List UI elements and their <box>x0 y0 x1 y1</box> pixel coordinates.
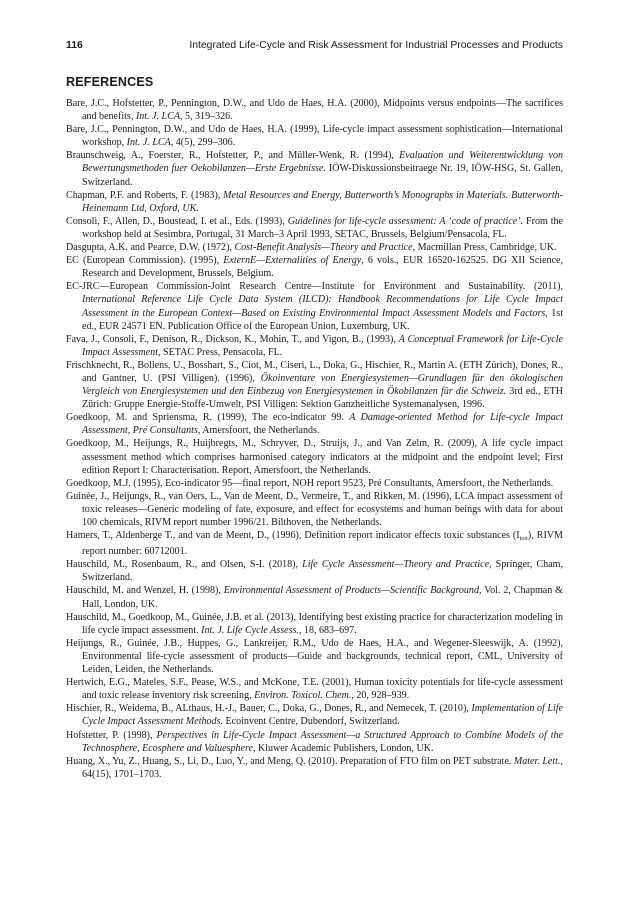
reference-text: Hofstetter, P. (1998), <box>66 729 157 741</box>
reference-entry <box>66 477 563 490</box>
reference-italic-text: Guidelines for life-cycle assessment: A ‘code of practice’. <box>287 215 524 227</box>
reference-italic-text: ExternE—Externalities of Energy <box>223 255 362 267</box>
reference-entry <box>66 359 563 411</box>
running-head <box>66 40 563 56</box>
reference-text: Frischknecht, R., Bollens, U., Bosshart, S., Ciot, M., Ciseri, L., Doka, G., Hischier, R., Martin A. (ETH Zürich), Dones, R., and Gantner, U. (PSI Villigen). (1996), <box>66 359 563 384</box>
reference-text-tail: Ecoinvent Centre, Dubendorf, Switzerland. <box>223 716 400 728</box>
reference-italic-text: Life Cycle Assessment—Theory and Practice <box>302 559 490 571</box>
reference-entry <box>66 411 563 437</box>
reference-italic-text: Perspectives in Life-Cycle Impact Assessment—a Structured Approach to Combine Models of the Technosphere, Ecosphere and Valuesphere <box>82 729 563 754</box>
reference-text: EC-JRC—European Commission-Joint Research Centre—Institute for Environment and Sustainability. (2011), <box>66 281 563 293</box>
reference-text-tail: , 18, 683–697. <box>298 624 357 636</box>
reference-text: Chapman, P.F. and Roberts, F. (1983), <box>66 189 224 201</box>
reference-italic-text: Implementation of Life Cycle Impact Assessment Methods. <box>82 703 563 728</box>
reference-text-tail: From the workshop held at Sesimbra, Portugal, 31 March–3 April 1993, SETAC, Brussels, Belgium/Pensacola, FL. <box>82 215 563 240</box>
reference-text-tail: , 4(5), 299–306. <box>170 137 236 149</box>
reference-text: Huang, X., Yu, Z., Huang, S., Li, D., Luo, Y., and Meng, Q. (2010). Preparation of FTO film on PET substrate. <box>66 755 514 767</box>
reference-text-tail: , 64(15), 1701–1703. <box>82 755 563 780</box>
reference-entry <box>66 611 563 637</box>
reference-text-tail: , Vol. 2, Chapman & Hall, London, UK. <box>82 585 563 610</box>
reference-text: Heijungs, R., Guinée, J.B., Huppes, G., Lankreijer, R.M., Udo de Haes, H.A., and Wegener-Sleeswijk, A. (1992), Environmental life-cycle assessment of products—Guide and backgrounds, technical report, CML, University of Leiden, Leiden, the Netherlands. <box>66 637 563 676</box>
reference-text-tail: , Springer, Cham, Switzerland. <box>82 559 563 584</box>
reference-text-tail: , Kluwer Academic Publishers, London, UK. <box>252 742 434 754</box>
reference-text-tail: , 6 vols., EUR 16520-162525. DG XII Science, Research and Development, Brussels, Belgium. <box>82 255 563 280</box>
reference-entry <box>66 490 563 529</box>
reference-entry <box>66 241 563 254</box>
reference-text-tail: , 20, 928–939. <box>351 690 410 702</box>
reference-entry <box>66 149 563 188</box>
reference-italic-text: A Damage-oriented Method for Life-cycle Impact Assessment, Pré Consultants <box>82 412 563 437</box>
reference-text-tail: ), RIVM report number: 60712001. <box>82 530 563 558</box>
reference-entry <box>66 676 563 702</box>
reference-text: Goedkoop, M. and Spriensma, R. (1999), The eco-indicator 99. <box>66 412 350 424</box>
reference-italic-text: Metal Resources and Energy, Butterworth’s Monographs in Materials. Butterworth-Heinemann Ltd, Oxford, UK. <box>82 189 564 214</box>
reference-text: Hauschild, M., Rosenbaum, R., and Olsen, S-I. (2018), <box>66 559 303 571</box>
reference-text: Hertwich, E.G., Mateles, S.F., Pease, W.S., and McKone, T.E. (2001), Human toxicity potentials for life-cycle assessment and toxic release inventory risk screening, <box>66 677 563 702</box>
reference-entry <box>66 123 563 149</box>
reference-entry <box>66 637 563 676</box>
reference-italic-text: Mater. Lett. <box>513 755 561 767</box>
reference-text-tail: , 1st ed., EUR 24571 EN. Publication Office of the European Union, Luxemburg, UK. <box>82 307 563 332</box>
reference-italic-text: Int. J. LCA <box>135 111 180 123</box>
reference-text-tail: 3rd ed., ETH Zürich: Gruppe Energie-Stoffe-Umwelt, PSI Villigen: Sektion Ganzheitliche Systemanalysen, 1996. <box>82 386 563 411</box>
reference-text: Bare, J.C., Pennington, D.W., and Udo de Haes, H.A. (1999), Life-cycle impact assessment sophistication—International workshop, <box>66 124 563 149</box>
subscript-text: tox <box>519 535 528 543</box>
reference-italic-text: Int. J. LCA <box>126 137 171 149</box>
reference-text: Guinée, J., Heijungs, R., van Oers, L., Van de Meent, D., Vermeire, T., and Rikken, M. (1996), LCA impact assessment of toxic releases—Generic modeling of fate, exposure, and effect for ecosystems and human beings with data for about 100 chemicals, RIVM report number 1996/21. Bilthoven, the Netherlands. <box>66 490 563 528</box>
reference-entry <box>66 333 563 359</box>
reference-italic-text: Evaluation und Weiterentwicklung von Bewertungsmethoden fuer Oekobilanzen—Erste Ergebnisse. <box>82 150 563 175</box>
reference-text-tail: , 5, 319–326. <box>179 111 233 123</box>
reference-text-tail: , SETAC Press, Pensacola, FL. <box>158 346 283 358</box>
page-number: 116 <box>66 40 83 51</box>
reference-entry <box>66 189 563 215</box>
reference-italic-text: A Conceptual Framework for Life-Cycle Impact Assessment <box>82 333 563 358</box>
reference-text: EC (European Commission). (1995), <box>66 255 224 267</box>
reference-italic-text: Environmental Assessment of Products—Scientific Background <box>223 585 479 597</box>
reference-text-tail: , Macmillan Press, Cambridge, UK. <box>412 242 557 254</box>
reference-text: Dasgupta, A.K. and Pearce, D.W. (1972), <box>66 242 235 254</box>
reference-text: Consoli, F., Allen, D., Boustead, I. et al., Eds. (1993), <box>66 215 288 227</box>
reference-entry <box>66 280 563 332</box>
reference-entry <box>66 437 563 476</box>
section-heading: REFERENCES <box>66 75 154 89</box>
reference-italic-text: Ökoinventare von Energiesystemen—Grundlagen für den ökologischen Vergleich von Energiesystemen und den Einbezug von Energiesystemen in Ökobilanzen für die Schweiz. <box>82 372 563 398</box>
reference-list <box>66 97 563 781</box>
reference-text: Hischier, R., Weidema, B., ALthaus, H.-J., Bauer, C., Doka, G., Dones, R., and Nemecek, T. (2010), <box>66 703 472 715</box>
reference-text: Bare, J.C., Hofstetter, P., Pennington, D.W., and Udo de Haes, H.A. (2000), Midpoints versus endpoints—The sacrifices and benefits, <box>66 98 563 123</box>
reference-entry <box>66 755 563 781</box>
reference-text: Hauschild, M., Goedkoop, M., Guinée, J.B. et al. (2013), Identifying best existing practice for characterization modeling in life cycle impact assessment. <box>66 611 563 636</box>
book-page <box>66 40 563 781</box>
reference-text-tail: IÖW-Diskussionsbeitraege Nr. 19, IÖW-HSG, St. Gallen, Switzerland. <box>82 163 563 188</box>
reference-text: Hauschild, M. and Wenzel, H. (1998), <box>66 585 224 597</box>
reference-entry <box>66 97 563 123</box>
running-title: Integrated Life-Cycle and Risk Assessment for Industrial Processes and Products <box>189 40 563 51</box>
reference-text: Hamers, T., Aldenberge T., and van de Meent, D., (1996), Definition report indicator effects toxic substances (I <box>66 530 520 542</box>
reference-text: Goedkoop, M.J. (1995), Eco-indicator 95—final report, NOH report 9523, Pré Consultants, Amersfoort, the Netherlands. <box>66 477 554 489</box>
reference-entry <box>66 729 563 755</box>
reference-entry <box>66 558 563 584</box>
reference-entry <box>66 702 563 728</box>
reference-entry <box>66 584 563 610</box>
reference-italic-text: Environ. Toxicol. Chem. <box>254 690 352 702</box>
reference-italic-text: Int. J. Life Cycle Assess. <box>201 624 299 636</box>
reference-text-tail: , Amersfoort, the Netherlands. <box>197 425 320 437</box>
reference-italic-text: International Reference Life Cycle Data System (ILCD): Handbook Recommendations for Life Cycle Impact Assessment in the European Context—Based on Existing Environmental Impact Assessment Models and Factors <box>82 294 563 319</box>
reference-entry <box>66 529 563 558</box>
reference-entry <box>66 254 563 280</box>
reference-text: Goedkoop, M., Heijungs, R., Huijbregts, M., Schryver, D., Struijs, J., and Van Zelm, R. (2009), A life cycle impact assessment method which comprises harmonised category indicators at the midpoint and the endpoint level; First edition Report I: Characterisation. Report, Amersfoort, the Netherlands. <box>66 438 563 476</box>
reference-text: Braunschweig, A., Foerster, R., Hofstetter, P., and Müller-Wenk, R. (1994), <box>66 150 400 162</box>
reference-text: Fava, J., Consoli, F., Denison, R., Dickson, K., Mohin, T., and Vigon, B., (1993), <box>66 333 399 345</box>
reference-italic-text: Cost-Benefit Analysis—Theory and Practice <box>234 242 413 254</box>
reference-entry <box>66 215 563 241</box>
